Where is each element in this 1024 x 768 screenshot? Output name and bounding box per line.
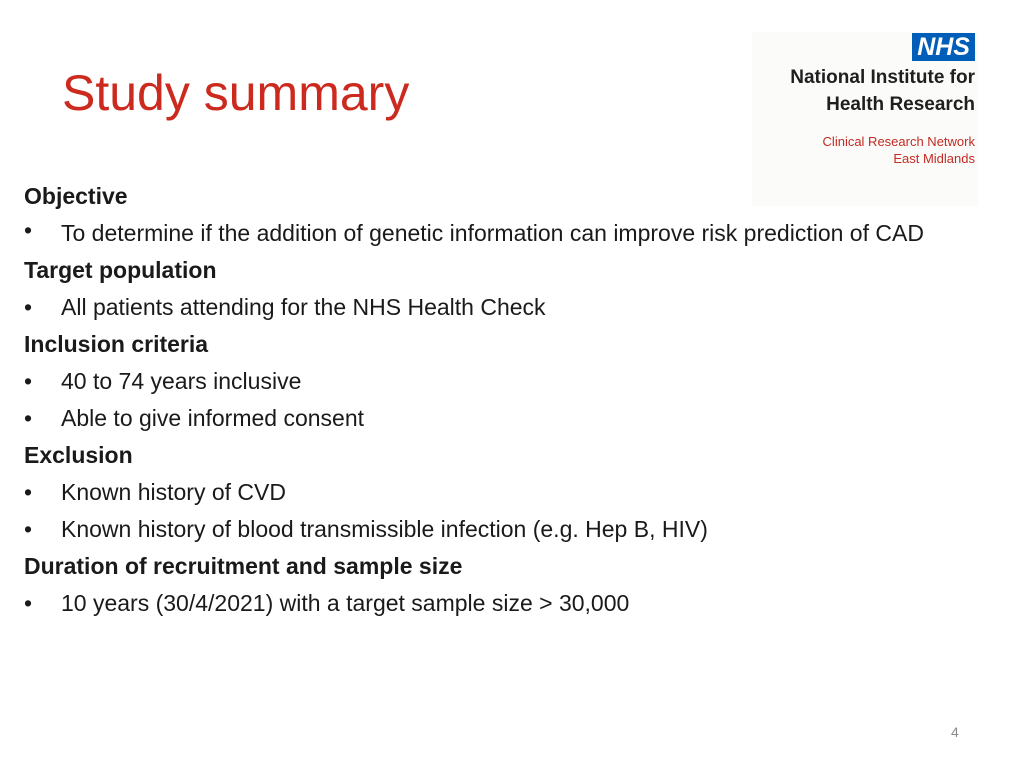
list-item	[24, 474, 984, 511]
target-population-heading: Target population	[24, 257, 217, 283]
nihr-name	[790, 64, 975, 118]
list-item	[24, 215, 984, 252]
bullet-icon: •	[24, 405, 33, 431]
bullet-icon: •	[24, 217, 33, 243]
objective-heading: Objective	[24, 183, 128, 209]
nihr-name-line2: Health Research	[826, 94, 975, 115]
crn-name	[823, 133, 975, 167]
bullet-icon: •	[24, 516, 33, 542]
list-item-text: To determine if the addition of genetic information can improve risk prediction of CAD	[61, 220, 924, 246]
list-item-text: Able to give informed consent	[61, 405, 365, 431]
nhs-badge: NHS	[912, 33, 975, 61]
page-title: Study summary	[62, 65, 410, 121]
crn-name-line2: East Midlands	[893, 151, 975, 166]
list-item	[24, 363, 984, 400]
nihr-name-line1: National Institute for	[790, 67, 975, 88]
list-item-text: All patients attending for the NHS Health Check	[61, 294, 546, 320]
list-item-text: 40 to 74 years inclusive	[61, 368, 302, 394]
list-item	[24, 289, 984, 326]
list-item	[24, 585, 984, 622]
duration-heading: Duration of recruitment and sample size	[24, 553, 463, 579]
bullet-icon: •	[24, 590, 33, 616]
bullet-icon: •	[24, 294, 33, 320]
inclusion-heading: Inclusion criteria	[24, 331, 209, 357]
list-item	[24, 511, 984, 548]
list-item-text: 10 years (30/4/2021) with a target sample size > 30,000	[61, 590, 630, 616]
slide-body	[24, 178, 984, 622]
list-item-text: Known history of CVD	[61, 479, 286, 505]
page-number: 4	[951, 724, 959, 740]
list-item-text: Known history of blood transmissible infection (e.g. Hep B, HIV)	[61, 516, 708, 542]
crn-name-line1: Clinical Research Network	[822, 134, 975, 149]
list-item	[24, 400, 984, 437]
exclusion-heading: Exclusion	[24, 442, 133, 468]
bullet-icon: •	[24, 368, 33, 394]
bullet-icon: •	[24, 479, 33, 505]
